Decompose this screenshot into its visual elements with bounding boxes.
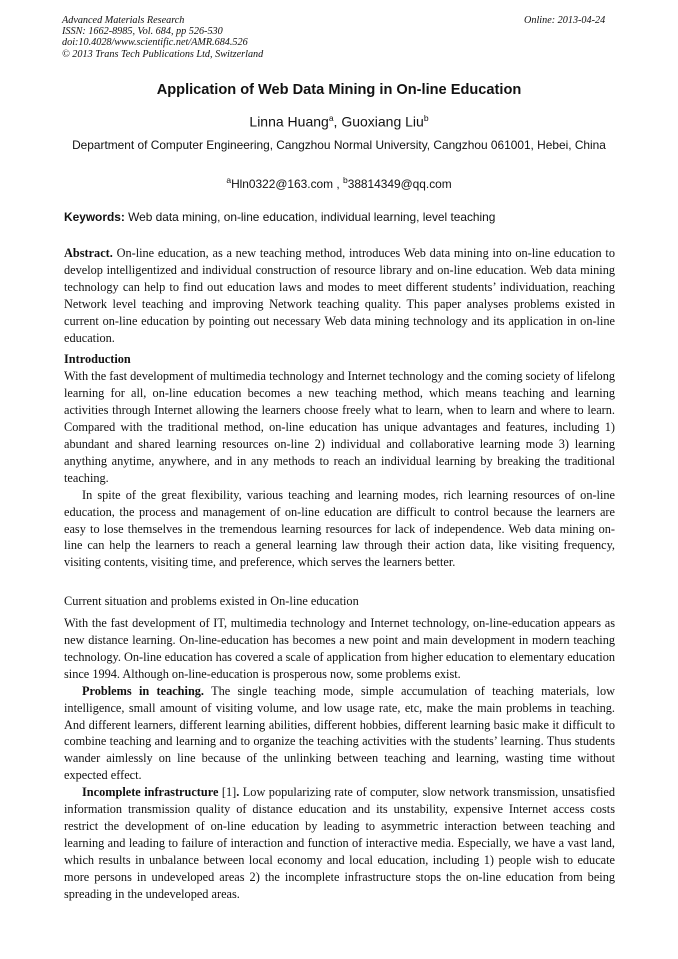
section-heading-current-situation: Current situation and problems existed in On-line education bbox=[64, 594, 359, 609]
email-address: Hln0322@163.com bbox=[231, 176, 334, 191]
affiliation: Department of Computer Engineering, Cangzhou Normal University, Cangzhou 061001, Hebei, China bbox=[72, 138, 606, 152]
author-affil-mark: b bbox=[423, 113, 429, 123]
author-list bbox=[0, 113, 678, 130]
author-name: Linna Huang bbox=[249, 113, 329, 130]
email-mark: b bbox=[342, 175, 348, 185]
paragraph: With the fast development of multimedia technology and Internet technology and the coming society of lifelong learning for all, on-line education becomes a new teaching method, which means teaching and learning activities through Internet allowing the learners choose freely what to learn, when to learn and where to learn. Compared with the traditional method, on-line education has unique advantages and features, including 1) abundant and shared learning resources on-line 2) individual and collaborative learning mode 3) learning anything anytime, anywhere, and in any methods to reach an individual learning by breaking the traditional teaching. bbox=[64, 369, 616, 485]
journal-name: Advanced Materials Research bbox=[62, 15, 185, 26]
keywords-text: Web data mining, on-line education, individual learning, level teaching bbox=[124, 210, 496, 224]
email-address: 38814349@qq.com bbox=[347, 176, 452, 191]
email-mark: a bbox=[226, 175, 232, 185]
author-name: Guoxiang Liu bbox=[341, 113, 424, 130]
online-date: Online: 2013-04-24 bbox=[524, 15, 606, 26]
keywords bbox=[64, 210, 616, 224]
paragraph: In spite of the great flexibility, various teaching and learning modes, rich learning resources of on-line education, the process and management of on-line education are difficult to control because the learners are easy to lose themselves in the tremendous learning resources for lack of independence. Web data mining on-line can help the learners to reach a general learning law through their action data, like visiting frequency, visiting contents, visiting time, and preference, which serves the learners better. bbox=[64, 487, 615, 570]
paragraph-text: Low popularizing rate of computer, slow network transmission, unsatisfied information transmission quality of distance education and its unstability, expensive Internet access costs restrict the development of on-line education by leading to asymmetric interaction between teaching and learning and leading to failure of interaction and function of interactive media. Especially, we have a vast land, which results in unbalance between local economy and local education, including 1) people wish to educate more persons in undeveloped areas 2) the incomplete infrastructure stops the on-line education from being spreading in the undeveloped areas. bbox=[64, 785, 615, 901]
abstract-label: Abstract. bbox=[64, 246, 113, 260]
lead-period: . bbox=[236, 785, 240, 800]
paragraph-lead: Problems in teaching. bbox=[82, 683, 204, 698]
author-affil-mark: a bbox=[328, 113, 334, 123]
abstract-text: On-line education, as a new teaching method, introduces Web data mining into on-line education to develop intelligentized and individual construction of resource library and on-line education. Web data mining technology can help to find out education laws and modes to meet different students’ individuation, reaching Network level teaching and improving Network teaching quality. This paper analyses problems existed in current on-line education by pointing out necessary Web data mining technology and its application in on-line education. bbox=[64, 246, 615, 345]
paper-body bbox=[64, 245, 615, 903]
paper-title: Application of Web Data Mining in On-line Education bbox=[156, 82, 522, 98]
issn-line: ISSN: 1662-8985, Vol. 684, pp 526-530 bbox=[62, 26, 223, 38]
keywords-label: Keywords: bbox=[64, 210, 125, 224]
paragraph-lead: Incomplete infrastructure bbox=[82, 785, 219, 800]
journal-header bbox=[62, 15, 263, 60]
paragraph bbox=[64, 784, 615, 902]
abstract bbox=[64, 245, 615, 346]
section-heading-introduction: Introduction bbox=[64, 352, 131, 367]
paragraph bbox=[64, 683, 615, 784]
copyright-line: © 2013 Trans Tech Publications Ltd, Switzerland bbox=[62, 48, 264, 60]
email-separator: , bbox=[333, 176, 343, 191]
paragraph-text: The single teaching mode, simple accumulation of teaching materials, low intelligence, small amount of visiting volume, and low usage rate, etc, make the main problems in teaching. And different learners, different learning abilities, different hobbies, different learning basic make it difficult to combine teaching and learning and to organize the teaching activities with the students’ learning. Thus students wander aimlessly on line because of the unlinking between teaching and learning, wasting time without expected effect. bbox=[64, 683, 615, 783]
author-separator: , bbox=[333, 113, 342, 130]
paragraph: With the fast development of IT, multimedia technology and Internet technology, on-line-education appears as new distance learning. On-line-education has becomes a new point and main development in modern teaching technology. On-line education has covered a scale of application from higher education to elementary education since 1994. Although on-line-education is prosperous now, some problems exist. bbox=[64, 616, 615, 681]
citation[interactable]: [1] bbox=[218, 785, 237, 800]
author-emails bbox=[0, 175, 678, 191]
doi-line: doi:10.4028/www.scientific.net/AMR.684.526 bbox=[62, 37, 248, 49]
